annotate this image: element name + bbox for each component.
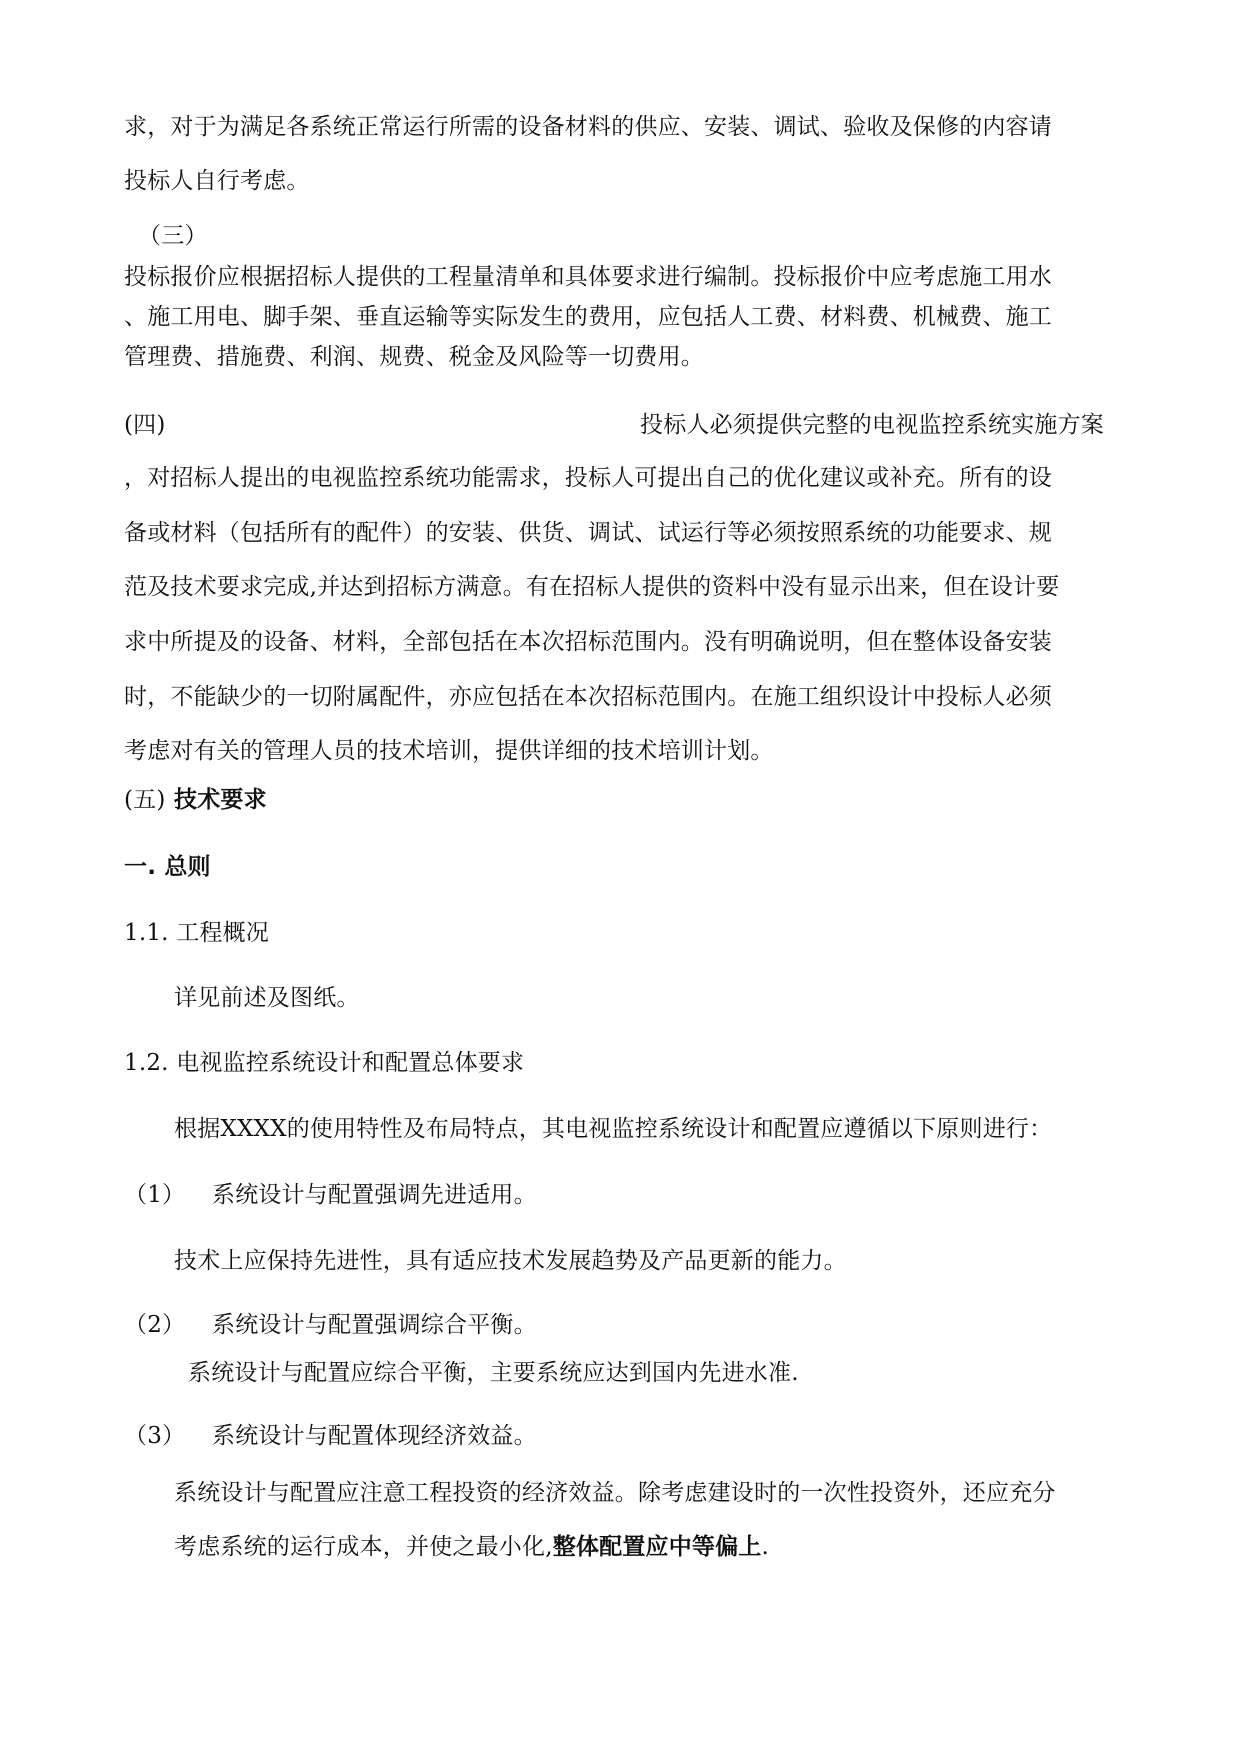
paragraph-line: 求，对于为满足各系统正常运行所需的设备材料的供应、安装、调试、验收及保修的内容请 (124, 114, 1052, 140)
paragraph-line: 根据XXXX的使用特性及布局特点，其电视监控系统设计和配置应遵循以下原则进行： (174, 1116, 1053, 1142)
section-heading: 技术要求 (174, 787, 267, 813)
list-item-title: 系统设计与配置强调先进适用。 (212, 1182, 537, 1208)
paragraph-line: 考虑对有关的管理人员的技术培训，提供详细的技术培训计划。 (124, 738, 774, 764)
paragraph-line: 、施工用电、脚手架、垂直运输等实际发生的费用，应包括人工费、材料费、机械费、施工 (124, 304, 1052, 330)
paragraph-line: 投标人必须提供完整的电视监控系统实施方案 (640, 412, 1104, 438)
list-item-title: 系统设计与配置体现经济效益。 (212, 1423, 537, 1449)
section-number-3: （三） (138, 223, 208, 249)
paragraph-line (174, 1532, 769, 1562)
list-number: （2） (124, 1312, 186, 1338)
paragraph-line: 求中所提及的设备、材料，全部包括在本次招标范围内。没有明确说明，但在整体设备安装 (124, 629, 1052, 655)
subsection-heading: 1.1. 工程概况 (124, 920, 269, 946)
period-text: . (761, 1534, 770, 1560)
subsection-heading: 1.2. 电视监控系统设计和配置总体要求 (124, 1050, 525, 1076)
list-number: （1） (124, 1182, 186, 1208)
paragraph-line: 技术上应保持先进性，具有适应技术发展趋势及产品更新的能力。 (174, 1248, 847, 1274)
paragraph-line: 系统设计与配置应综合平衡，主要系统应达到国内先进水准. (188, 1360, 799, 1386)
paragraph-line: 投标人自行考虑。 (124, 168, 310, 194)
list-number: （3） (124, 1423, 186, 1449)
paragraph-line: 时，不能缺少的一切附属配件，亦应包括在本次招标范围内。在施工组织设计中投标人必须 (124, 684, 1052, 710)
paragraph-line: 范及技术要求完成,并达到招标方满意。有在招标人提供的资料中没有显示出来，但在设计要 (124, 574, 1060, 600)
paragraph-line: 管理费、措施费、利润、规费、税金及风险等一切费用。 (124, 344, 704, 370)
section-number-5: (五) (124, 787, 166, 813)
paragraph-text: 考虑系统的运行成本，并使之最小化, (174, 1534, 553, 1560)
paragraph-line: ，对招标人提出的电视监控系统功能需求，投标人可提出自己的优化建议或补充。所有的设 (124, 465, 1052, 491)
paragraph-line: 投标报价应根据招标人提供的工程量清单和具体要求进行编制。投标报价中应考虑施工用水 (124, 264, 1052, 290)
emphasis-text: 整体配置应中等偏上 (552, 1534, 762, 1560)
paragraph-line: 系统设计与配置应注意工程投资的经济效益。除考虑建设时的一次性投资外，还应充分 (174, 1480, 1056, 1506)
section-number-4: (四) (124, 412, 166, 438)
paragraph-line: 备或材料（包括所有的配件）的安装、供货、调试、试运行等必须按照系统的功能要求、规 (124, 520, 1052, 546)
list-item-title: 系统设计与配置强调综合平衡。 (212, 1312, 537, 1338)
paragraph-line: 详见前述及图纸。 (174, 985, 360, 1011)
chapter-heading: 一. 总则 (124, 854, 211, 880)
